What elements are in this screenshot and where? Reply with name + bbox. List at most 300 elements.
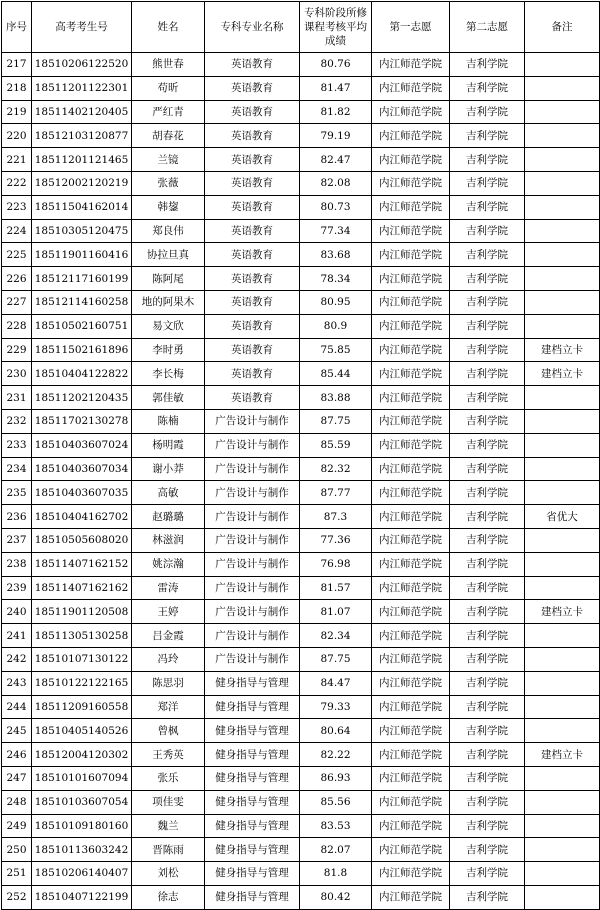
cell-average-score: 82.32	[300, 457, 372, 481]
cell-second-choice: 吉利学院	[450, 338, 525, 362]
cell-name: 熊世春	[132, 53, 205, 77]
cell-remarks: 建档立卡	[525, 743, 600, 767]
table-row	[2, 647, 600, 671]
admission-table	[1, 1, 600, 910]
cell-exam-number: 18511702130278	[32, 409, 132, 433]
cell-major: 广告设计与制作	[205, 576, 300, 600]
cell-second-choice: 吉利学院	[450, 481, 525, 505]
cell-remarks	[525, 148, 600, 172]
cell-first-choice: 内江师范学院	[372, 76, 450, 100]
cell-second-choice: 吉利学院	[450, 362, 525, 386]
cell-second-choice: 吉利学院	[450, 76, 525, 100]
table-row	[2, 814, 600, 838]
cell-first-choice: 内江师范学院	[372, 267, 450, 291]
cell-seq: 228	[2, 314, 32, 338]
cell-major: 英语教育	[205, 362, 300, 386]
cell-name: 郭佳敏	[132, 386, 205, 410]
cell-name: 协拉旦真	[132, 243, 205, 267]
table-row	[2, 838, 600, 862]
cell-first-choice: 内江师范学院	[372, 766, 450, 790]
cell-second-choice: 吉利学院	[450, 243, 525, 267]
cell-seq: 246	[2, 743, 32, 767]
cell-remarks	[525, 576, 600, 600]
cell-second-choice: 吉利学院	[450, 124, 525, 148]
cell-average-score: 77.34	[300, 219, 372, 243]
cell-major: 广告设计与制作	[205, 433, 300, 457]
cell-first-choice: 内江师范学院	[372, 528, 450, 552]
cell-second-choice: 吉利学院	[450, 314, 525, 338]
cell-name: 易文欣	[132, 314, 205, 338]
cell-name: 赵璐璐	[132, 505, 205, 529]
cell-second-choice: 吉利学院	[450, 386, 525, 410]
cell-second-choice: 吉利学院	[450, 671, 525, 695]
cell-remarks	[525, 481, 600, 505]
table-row	[2, 862, 600, 886]
table-row	[2, 576, 600, 600]
table-row	[2, 76, 600, 100]
cell-name: 张薇	[132, 171, 205, 195]
table-row	[2, 338, 600, 362]
cell-name: 李长梅	[132, 362, 205, 386]
cell-second-choice: 吉利学院	[450, 838, 525, 862]
cell-name: 晋陈雨	[132, 838, 205, 862]
cell-average-score: 82.34	[300, 624, 372, 648]
cell-name: 雷涛	[132, 576, 205, 600]
cell-remarks	[525, 671, 600, 695]
cell-name: 徐志	[132, 885, 205, 909]
cell-name: 郑良伟	[132, 219, 205, 243]
cell-major: 健身指导与管理	[205, 671, 300, 695]
cell-first-choice: 内江师范学院	[372, 195, 450, 219]
cell-remarks	[525, 814, 600, 838]
cell-first-choice: 内江师范学院	[372, 671, 450, 695]
cell-name: 姚淙瀚	[132, 552, 205, 576]
cell-first-choice: 内江师范学院	[372, 53, 450, 77]
cell-second-choice: 吉利学院	[450, 766, 525, 790]
cell-first-choice: 内江师范学院	[372, 148, 450, 172]
cell-seq: 221	[2, 148, 32, 172]
cell-first-choice: 内江师范学院	[372, 124, 450, 148]
cell-first-choice: 内江师范学院	[372, 409, 450, 433]
cell-major: 健身指导与管理	[205, 814, 300, 838]
cell-remarks	[525, 719, 600, 743]
header-row	[2, 2, 600, 53]
cell-exam-number: 18511201122301	[32, 76, 132, 100]
cell-average-score: 76.98	[300, 552, 372, 576]
cell-average-score: 82.07	[300, 838, 372, 862]
cell-first-choice: 内江师范学院	[372, 814, 450, 838]
cell-exam-number: 18510403607034	[32, 457, 132, 481]
cell-first-choice: 内江师范学院	[372, 171, 450, 195]
cell-major: 健身指导与管理	[205, 695, 300, 719]
cell-second-choice: 吉利学院	[450, 409, 525, 433]
cell-seq: 224	[2, 219, 32, 243]
cell-seq: 232	[2, 409, 32, 433]
header-major: 专科专业名称	[205, 2, 300, 53]
cell-first-choice: 内江师范学院	[372, 290, 450, 314]
cell-remarks	[525, 314, 600, 338]
cell-exam-number: 18510101607094	[32, 766, 132, 790]
table-row	[2, 743, 600, 767]
cell-remarks	[525, 457, 600, 481]
cell-average-score: 81.82	[300, 100, 372, 124]
cell-second-choice: 吉利学院	[450, 148, 525, 172]
cell-seq: 223	[2, 195, 32, 219]
cell-first-choice: 内江师范学院	[372, 576, 450, 600]
cell-major: 英语教育	[205, 219, 300, 243]
cell-first-choice: 内江师范学院	[372, 743, 450, 767]
cell-second-choice: 吉利学院	[450, 457, 525, 481]
cell-exam-number: 18510405140526	[32, 719, 132, 743]
table-row	[2, 409, 600, 433]
table-body	[2, 53, 600, 910]
cell-second-choice: 吉利学院	[450, 53, 525, 77]
cell-exam-number: 18511407162162	[32, 576, 132, 600]
cell-seq: 235	[2, 481, 32, 505]
cell-second-choice: 吉利学院	[450, 219, 525, 243]
cell-remarks	[525, 76, 600, 100]
table-row	[2, 124, 600, 148]
cell-major: 健身指导与管理	[205, 766, 300, 790]
cell-second-choice: 吉利学院	[450, 267, 525, 291]
cell-major: 广告设计与制作	[205, 528, 300, 552]
cell-exam-number: 18511502161896	[32, 338, 132, 362]
header-seq: 序号	[2, 2, 32, 53]
cell-remarks	[525, 695, 600, 719]
cell-exam-number: 18512002120219	[32, 171, 132, 195]
cell-major: 健身指导与管理	[205, 838, 300, 862]
cell-major: 英语教育	[205, 338, 300, 362]
cell-seq: 217	[2, 53, 32, 77]
cell-major: 英语教育	[205, 53, 300, 77]
table-row	[2, 243, 600, 267]
cell-second-choice: 吉利学院	[450, 600, 525, 624]
cell-average-score: 79.33	[300, 695, 372, 719]
cell-exam-number: 18510122122165	[32, 671, 132, 695]
cell-average-score: 86.93	[300, 766, 372, 790]
cell-second-choice: 吉利学院	[450, 719, 525, 743]
cell-average-score: 87.75	[300, 647, 372, 671]
cell-average-score: 77.36	[300, 528, 372, 552]
cell-first-choice: 内江师范学院	[372, 433, 450, 457]
cell-name: 王婷	[132, 600, 205, 624]
table-row	[2, 148, 600, 172]
cell-seq: 238	[2, 552, 32, 576]
table-row	[2, 100, 600, 124]
cell-major: 英语教育	[205, 243, 300, 267]
cell-seq: 248	[2, 790, 32, 814]
cell-seq: 250	[2, 838, 32, 862]
cell-remarks	[525, 290, 600, 314]
cell-major: 英语教育	[205, 267, 300, 291]
cell-major: 英语教育	[205, 148, 300, 172]
cell-first-choice: 内江师范学院	[372, 314, 450, 338]
cell-first-choice: 内江师范学院	[372, 885, 450, 909]
cell-average-score: 83.68	[300, 243, 372, 267]
table-row	[2, 528, 600, 552]
cell-seq: 243	[2, 671, 32, 695]
cell-second-choice: 吉利学院	[450, 552, 525, 576]
cell-average-score: 80.76	[300, 53, 372, 77]
cell-second-choice: 吉利学院	[450, 885, 525, 909]
cell-name: 李时勇	[132, 338, 205, 362]
cell-first-choice: 内江师范学院	[372, 481, 450, 505]
cell-seq: 244	[2, 695, 32, 719]
cell-remarks	[525, 243, 600, 267]
cell-first-choice: 内江师范学院	[372, 719, 450, 743]
cell-seq: 233	[2, 433, 32, 457]
cell-first-choice: 内江师范学院	[372, 362, 450, 386]
table-row	[2, 719, 600, 743]
cell-remarks: 建档立卡	[525, 600, 600, 624]
cell-seq: 251	[2, 862, 32, 886]
table-row	[2, 552, 600, 576]
header-second-choice: 第二志愿	[450, 2, 525, 53]
cell-first-choice: 内江师范学院	[372, 457, 450, 481]
cell-exam-number: 18511202120435	[32, 386, 132, 410]
cell-average-score: 80.64	[300, 719, 372, 743]
table-row	[2, 290, 600, 314]
table-row	[2, 695, 600, 719]
cell-major: 广告设计与制作	[205, 457, 300, 481]
cell-exam-number: 18510305120475	[32, 219, 132, 243]
table-row	[2, 600, 600, 624]
cell-exam-number: 18510403607035	[32, 481, 132, 505]
cell-average-score: 79.19	[300, 124, 372, 148]
cell-name: 曾枫	[132, 719, 205, 743]
cell-average-score: 78.34	[300, 267, 372, 291]
cell-average-score: 81.57	[300, 576, 372, 600]
cell-average-score: 87.77	[300, 481, 372, 505]
cell-second-choice: 吉利学院	[450, 195, 525, 219]
cell-average-score: 82.08	[300, 171, 372, 195]
table-row	[2, 267, 600, 291]
cell-exam-number: 18511209160558	[32, 695, 132, 719]
header-name: 姓名	[132, 2, 205, 53]
cell-name: 韩鋆	[132, 195, 205, 219]
cell-seq: 219	[2, 100, 32, 124]
cell-average-score: 83.88	[300, 386, 372, 410]
cell-remarks	[525, 528, 600, 552]
cell-remarks	[525, 552, 600, 576]
cell-remarks	[525, 386, 600, 410]
cell-average-score: 82.47	[300, 148, 372, 172]
cell-remarks: 省优大	[525, 505, 600, 529]
table-row	[2, 53, 600, 77]
cell-exam-number: 18511305130258	[32, 624, 132, 648]
cell-second-choice: 吉利学院	[450, 814, 525, 838]
table-row	[2, 790, 600, 814]
cell-major: 健身指导与管理	[205, 719, 300, 743]
cell-name: 林滋润	[132, 528, 205, 552]
cell-exam-number: 18510404122822	[32, 362, 132, 386]
cell-major: 英语教育	[205, 124, 300, 148]
cell-average-score: 85.59	[300, 433, 372, 457]
table-header	[2, 2, 600, 53]
cell-average-score: 84.47	[300, 671, 372, 695]
cell-name: 兰镜	[132, 148, 205, 172]
cell-seq: 218	[2, 76, 32, 100]
cell-name: 杨明霞	[132, 433, 205, 457]
cell-exam-number: 18512117160199	[32, 267, 132, 291]
cell-first-choice: 内江师范学院	[372, 243, 450, 267]
cell-exam-number: 18511201121465	[32, 148, 132, 172]
table-row	[2, 219, 600, 243]
cell-seq: 241	[2, 624, 32, 648]
header-first-choice: 第一志愿	[372, 2, 450, 53]
cell-second-choice: 吉利学院	[450, 743, 525, 767]
cell-major: 健身指导与管理	[205, 862, 300, 886]
cell-major: 英语教育	[205, 171, 300, 195]
header-exam-number: 高考考生号	[32, 2, 132, 53]
cell-seq: 240	[2, 600, 32, 624]
cell-major: 英语教育	[205, 386, 300, 410]
cell-major: 健身指导与管理	[205, 790, 300, 814]
cell-average-score: 83.53	[300, 814, 372, 838]
cell-remarks	[525, 838, 600, 862]
table-row	[2, 505, 600, 529]
cell-average-score: 85.56	[300, 790, 372, 814]
cell-seq: 237	[2, 528, 32, 552]
cell-major: 英语教育	[205, 100, 300, 124]
cell-major: 英语教育	[205, 195, 300, 219]
cell-seq: 247	[2, 766, 32, 790]
cell-seq: 227	[2, 290, 32, 314]
cell-exam-number: 18511407162152	[32, 552, 132, 576]
cell-exam-number: 18510404162702	[32, 505, 132, 529]
cell-first-choice: 内江师范学院	[372, 552, 450, 576]
cell-first-choice: 内江师范学院	[372, 505, 450, 529]
cell-first-choice: 内江师范学院	[372, 862, 450, 886]
cell-first-choice: 内江师范学院	[372, 790, 450, 814]
cell-exam-number: 18511901160416	[32, 243, 132, 267]
cell-seq: 230	[2, 362, 32, 386]
cell-first-choice: 内江师范学院	[372, 338, 450, 362]
table-row	[2, 481, 600, 505]
cell-major: 广告设计与制作	[205, 552, 300, 576]
table-row	[2, 362, 600, 386]
cell-seq: 225	[2, 243, 32, 267]
cell-first-choice: 内江师范学院	[372, 695, 450, 719]
cell-seq: 234	[2, 457, 32, 481]
header-remarks: 备注	[525, 2, 600, 53]
cell-name: 项佳雯	[132, 790, 205, 814]
cell-first-choice: 内江师范学院	[372, 600, 450, 624]
cell-average-score: 80.42	[300, 885, 372, 909]
cell-second-choice: 吉利学院	[450, 695, 525, 719]
cell-name: 刘松	[132, 862, 205, 886]
table-row	[2, 885, 600, 909]
cell-remarks: 建档立卡	[525, 362, 600, 386]
cell-remarks	[525, 624, 600, 648]
cell-major: 英语教育	[205, 290, 300, 314]
cell-exam-number: 18510206140407	[32, 862, 132, 886]
cell-remarks	[525, 219, 600, 243]
cell-remarks	[525, 790, 600, 814]
cell-major: 广告设计与制作	[205, 647, 300, 671]
cell-name: 魏兰	[132, 814, 205, 838]
cell-major: 健身指导与管理	[205, 743, 300, 767]
cell-seq: 236	[2, 505, 32, 529]
cell-average-score: 80.73	[300, 195, 372, 219]
cell-remarks	[525, 124, 600, 148]
cell-seq: 220	[2, 124, 32, 148]
cell-name: 陈阿尾	[132, 267, 205, 291]
cell-major: 广告设计与制作	[205, 481, 300, 505]
cell-average-score: 82.22	[300, 743, 372, 767]
cell-exam-number: 18510505608020	[32, 528, 132, 552]
cell-second-choice: 吉利学院	[450, 171, 525, 195]
cell-name: 王秀英	[132, 743, 205, 767]
cell-exam-number: 18511402120405	[32, 100, 132, 124]
cell-remarks	[525, 766, 600, 790]
cell-exam-number: 18512103120877	[32, 124, 132, 148]
cell-remarks	[525, 409, 600, 433]
cell-name: 谢小莽	[132, 457, 205, 481]
cell-exam-number: 18510109180160	[32, 814, 132, 838]
cell-exam-number: 18510103607054	[32, 790, 132, 814]
cell-first-choice: 内江师范学院	[372, 386, 450, 410]
cell-exam-number: 18512114160258	[32, 290, 132, 314]
cell-exam-number: 18511504162014	[32, 195, 132, 219]
cell-average-score: 80.9	[300, 314, 372, 338]
table-row	[2, 386, 600, 410]
cell-major: 英语教育	[205, 314, 300, 338]
cell-name: 高敏	[132, 481, 205, 505]
cell-major: 广告设计与制作	[205, 624, 300, 648]
cell-remarks	[525, 647, 600, 671]
cell-remarks	[525, 267, 600, 291]
cell-exam-number: 18510502160751	[32, 314, 132, 338]
table-row	[2, 766, 600, 790]
cell-second-choice: 吉利学院	[450, 100, 525, 124]
cell-seq: 249	[2, 814, 32, 838]
cell-first-choice: 内江师范学院	[372, 624, 450, 648]
cell-exam-number: 18510206122520	[32, 53, 132, 77]
cell-name: 地的阿果木	[132, 290, 205, 314]
table-row	[2, 624, 600, 648]
cell-name: 陈楠	[132, 409, 205, 433]
cell-second-choice: 吉利学院	[450, 862, 525, 886]
cell-remarks	[525, 171, 600, 195]
cell-name: 苟昕	[132, 76, 205, 100]
cell-second-choice: 吉利学院	[450, 647, 525, 671]
cell-major: 广告设计与制作	[205, 600, 300, 624]
cell-remarks	[525, 862, 600, 886]
cell-exam-number: 18510407122199	[32, 885, 132, 909]
cell-remarks: 建档立卡	[525, 338, 600, 362]
cell-average-score: 87.3	[300, 505, 372, 529]
cell-major: 广告设计与制作	[205, 409, 300, 433]
header-average-score: 专科阶段所修课程考核平均成绩	[300, 2, 372, 53]
cell-name: 郑洋	[132, 695, 205, 719]
cell-remarks	[525, 433, 600, 457]
cell-remarks	[525, 885, 600, 909]
cell-second-choice: 吉利学院	[450, 790, 525, 814]
cell-exam-number: 18510403607024	[32, 433, 132, 457]
table-row	[2, 195, 600, 219]
cell-seq: 226	[2, 267, 32, 291]
cell-seq: 231	[2, 386, 32, 410]
cell-average-score: 87.75	[300, 409, 372, 433]
cell-major: 健身指导与管理	[205, 885, 300, 909]
cell-remarks	[525, 53, 600, 77]
cell-name: 冯玲	[132, 647, 205, 671]
cell-name: 严红青	[132, 100, 205, 124]
cell-name: 陈思羽	[132, 671, 205, 695]
cell-exam-number: 18511901120508	[32, 600, 132, 624]
cell-second-choice: 吉利学院	[450, 576, 525, 600]
